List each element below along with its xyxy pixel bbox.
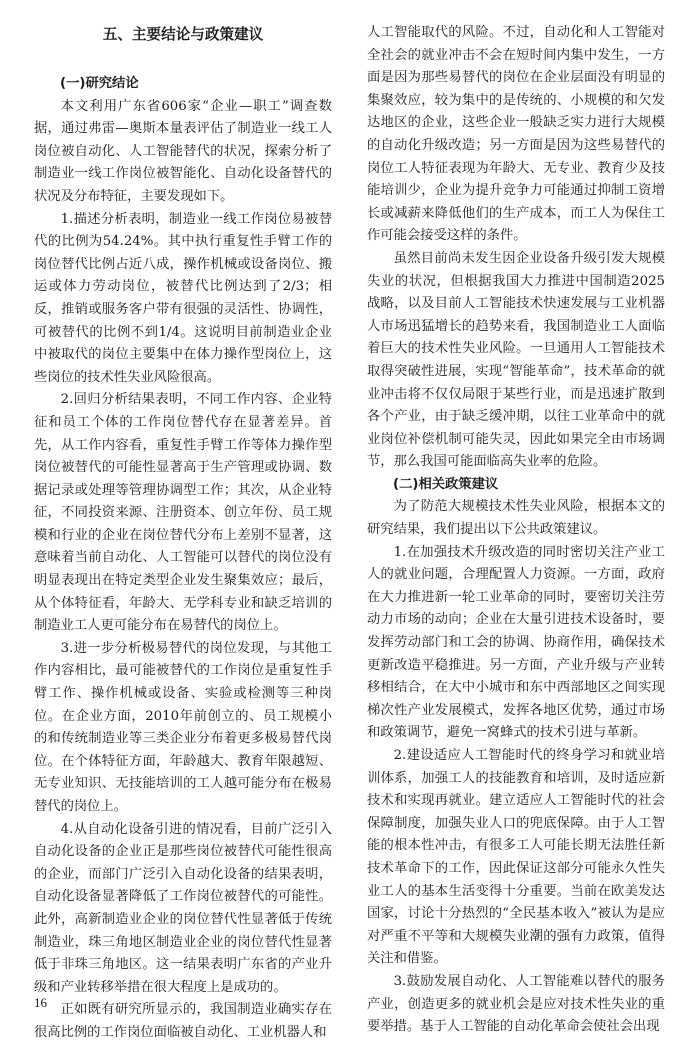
page-number: 16 — [34, 995, 47, 1010]
paragraph: 1.描述分析表明，制造业一线工作岗位易被替代的比例为54.24%。其中执行重复性手臂工作的岗位替代比例占近八成，操作机械或设备岗位、搬运或体力劳动岗位，被替代比例达到了2/3；相反，推销或服务客户带有很强的灵活性、协调性，可被替代的比例不到1/4。这说明目前制造业企业中被取代的岗位主要集中在体力操作型岗位上，这些岗位的技术性失业风险很高。 — [34, 211, 332, 385]
paragraph: 4.从自动化设备引进的情况看，目前广泛引入自动化设备的企业正是那些岗位被替代可能性很高的企业，而部门广泛引入自动化设备的结果表明，自动化设备显著降低了工作岗位被替代的可能性。此外，高新制造业企业的岗位替代性显著低于传统制造业，珠三角地区制造业企业的岗位替代性显著低于非珠三角地区。这一结果表明广东省的产业升级和产业转移举措在很大程度上是成功的。 — [34, 821, 332, 995]
paragraph: 3.进一步分析极易替代的岗位发现，与其他工作内容相比，最可能被替代的工作岗位是重复性手臂工作、操作机械或设备、实验或检测等三种岗位。在企业方面，2010年前创立的、员工规模小的和传统制造业等三类企业分布着更多极易替代岗位。在个体特征方面，年龄越大、教育年限越短、无专业知识、无技能培训的工人越可能分布在极易替代的岗位上。 — [34, 640, 332, 814]
paragraph: 虽然目前尚未发生因企业设备升级引发大规模失业的状况，但根据我国大力推进中国制造2025战略，以及目前人工智能技术快速发展与工业机器人市场迅猛增长的趋势来看，我国制造业工人面临着巨大的技术性失业风险。一旦通用人工智能技术取得突破性进展，实现“智能革命”，技术革命的就业冲击将不仅仅局限于某些行业，而是迅速扩散到各个产业，由于缺乏缓冲期，以往工业革命中的就业岗位补偿机制可能失灵，因此如果完全由市场调节，那么我国可能面临高失业率的危险。 — [367, 250, 665, 470]
paragraph-continued: 人工智能取代的风险。不过，自动化和人工智能对全社会的就业冲击不会在短时间内集中发生，一方面是因为那些易替代的岗位在企业层面没有明显的集聚效应，较为集中的是传统的、小规模的和欠发达地区的企业，这些企业一般缺乏实力进行大规模的自动化升级改造；另一方面是因为这些易替代的岗位工人特征表现为年龄大、无专业、教育少及技能培训少，企业为提升竞争力可能通过抑制工资增长或减薪来降低他们的生产成本，而工人为保住工作可能会接受这样的条件。 — [367, 25, 665, 244]
paragraph: 1.在加强技术升级改造的同时密切关注产业工人的就业问题，合理配置人力资源。一方面，政府在大力推进新一轮工业革命的同时，要密切关注劳动力市场的动向；企业在大量引进技术设备时，要发挥劳动部门和工会的协调、协商作用，确保技术更新改造平稳推进。另一方面，产业升级与产业转移相结合，在大中小城市和东中西部地区之间实现梯次性产业发展模式，发挥各地区优势，通过市场和政策调节，避免一窝蜂式的技术引进与革新。 — [367, 544, 665, 741]
paragraph: 正如既有研究所显示的，我国制造业确实存在很高比例的工作岗位面临被自动化、工业机器人和 — [34, 1002, 332, 1040]
left-column — [34, 22, 332, 1045]
right-column — [367, 22, 665, 1039]
subsection-title-policy: (二)相关政策建议 — [393, 476, 499, 492]
subsection-title-conclusions: (一)研究结论 — [60, 76, 139, 91]
paragraph: 2.回归分析结果表明，不同工作内容、企业特征和员工个体的工作岗位替代存在显著差异。首先，从工作内容看，重复性手臂工作等体力操作型岗位被替代的可能性显著高于生产管理或协调、数据记录或处理等管理协调型工作；其次，从企业特征，不同投资来源、注册资本、创立年份、员工规模和行业的企业在岗位替代分布上差别不显著，这意味着当前自动化、人工智能可以替代的岗位没有明显表现出在特定类型企业发生聚集效应；最后，从个体特征看，年龄大、无学科专业和缺乏培训的制造业工人更可能分布在易替代的岗位上。 — [34, 392, 332, 634]
section-title: 五、主要结论与政策建议 — [102, 26, 264, 43]
paragraph: 3.鼓励发展自动化、人工智能难以替代的服务产业，创造更多的就业机会是应对技术性失业的重要举措。基于人工智能的自动化革命会使社会出现 — [367, 973, 665, 1035]
paragraph: 本文利用广东省606家“企业—职工”调查数据，通过弗雷—奥斯本量表评估了制造业一线工人岗位被自动化、人工智能替代的状况，探索分析了制造业一线工作岗位被智能化、自动化设备替代的状况及分布特征，主要发现如下。 — [34, 98, 332, 204]
paragraph: 2.建设适应人工智能时代的终身学习和就业培训体系，加强工人的技能教育和培训，及时适应新技术和实现再就业。建立适应人工智能时代的社会保障制度，加强失业人口的兜底保障。由于人工智能的根本性冲击，有很多工人可能长期无法胜任新技术革命下的工作，因此保证这部分可能永久性失业工人的基本生活变得十分重要。当前在欧美发达国家，讨论十分热烈的“全民基本收入”被认为是应对严重不平等和大规模失业潮的强有力政策，值得关注和借鉴。 — [367, 748, 665, 967]
paragraph: 为了防范大规模技术性失业风险，根据本文的研究结果，我们提出以下公共政策建议。 — [367, 499, 665, 538]
